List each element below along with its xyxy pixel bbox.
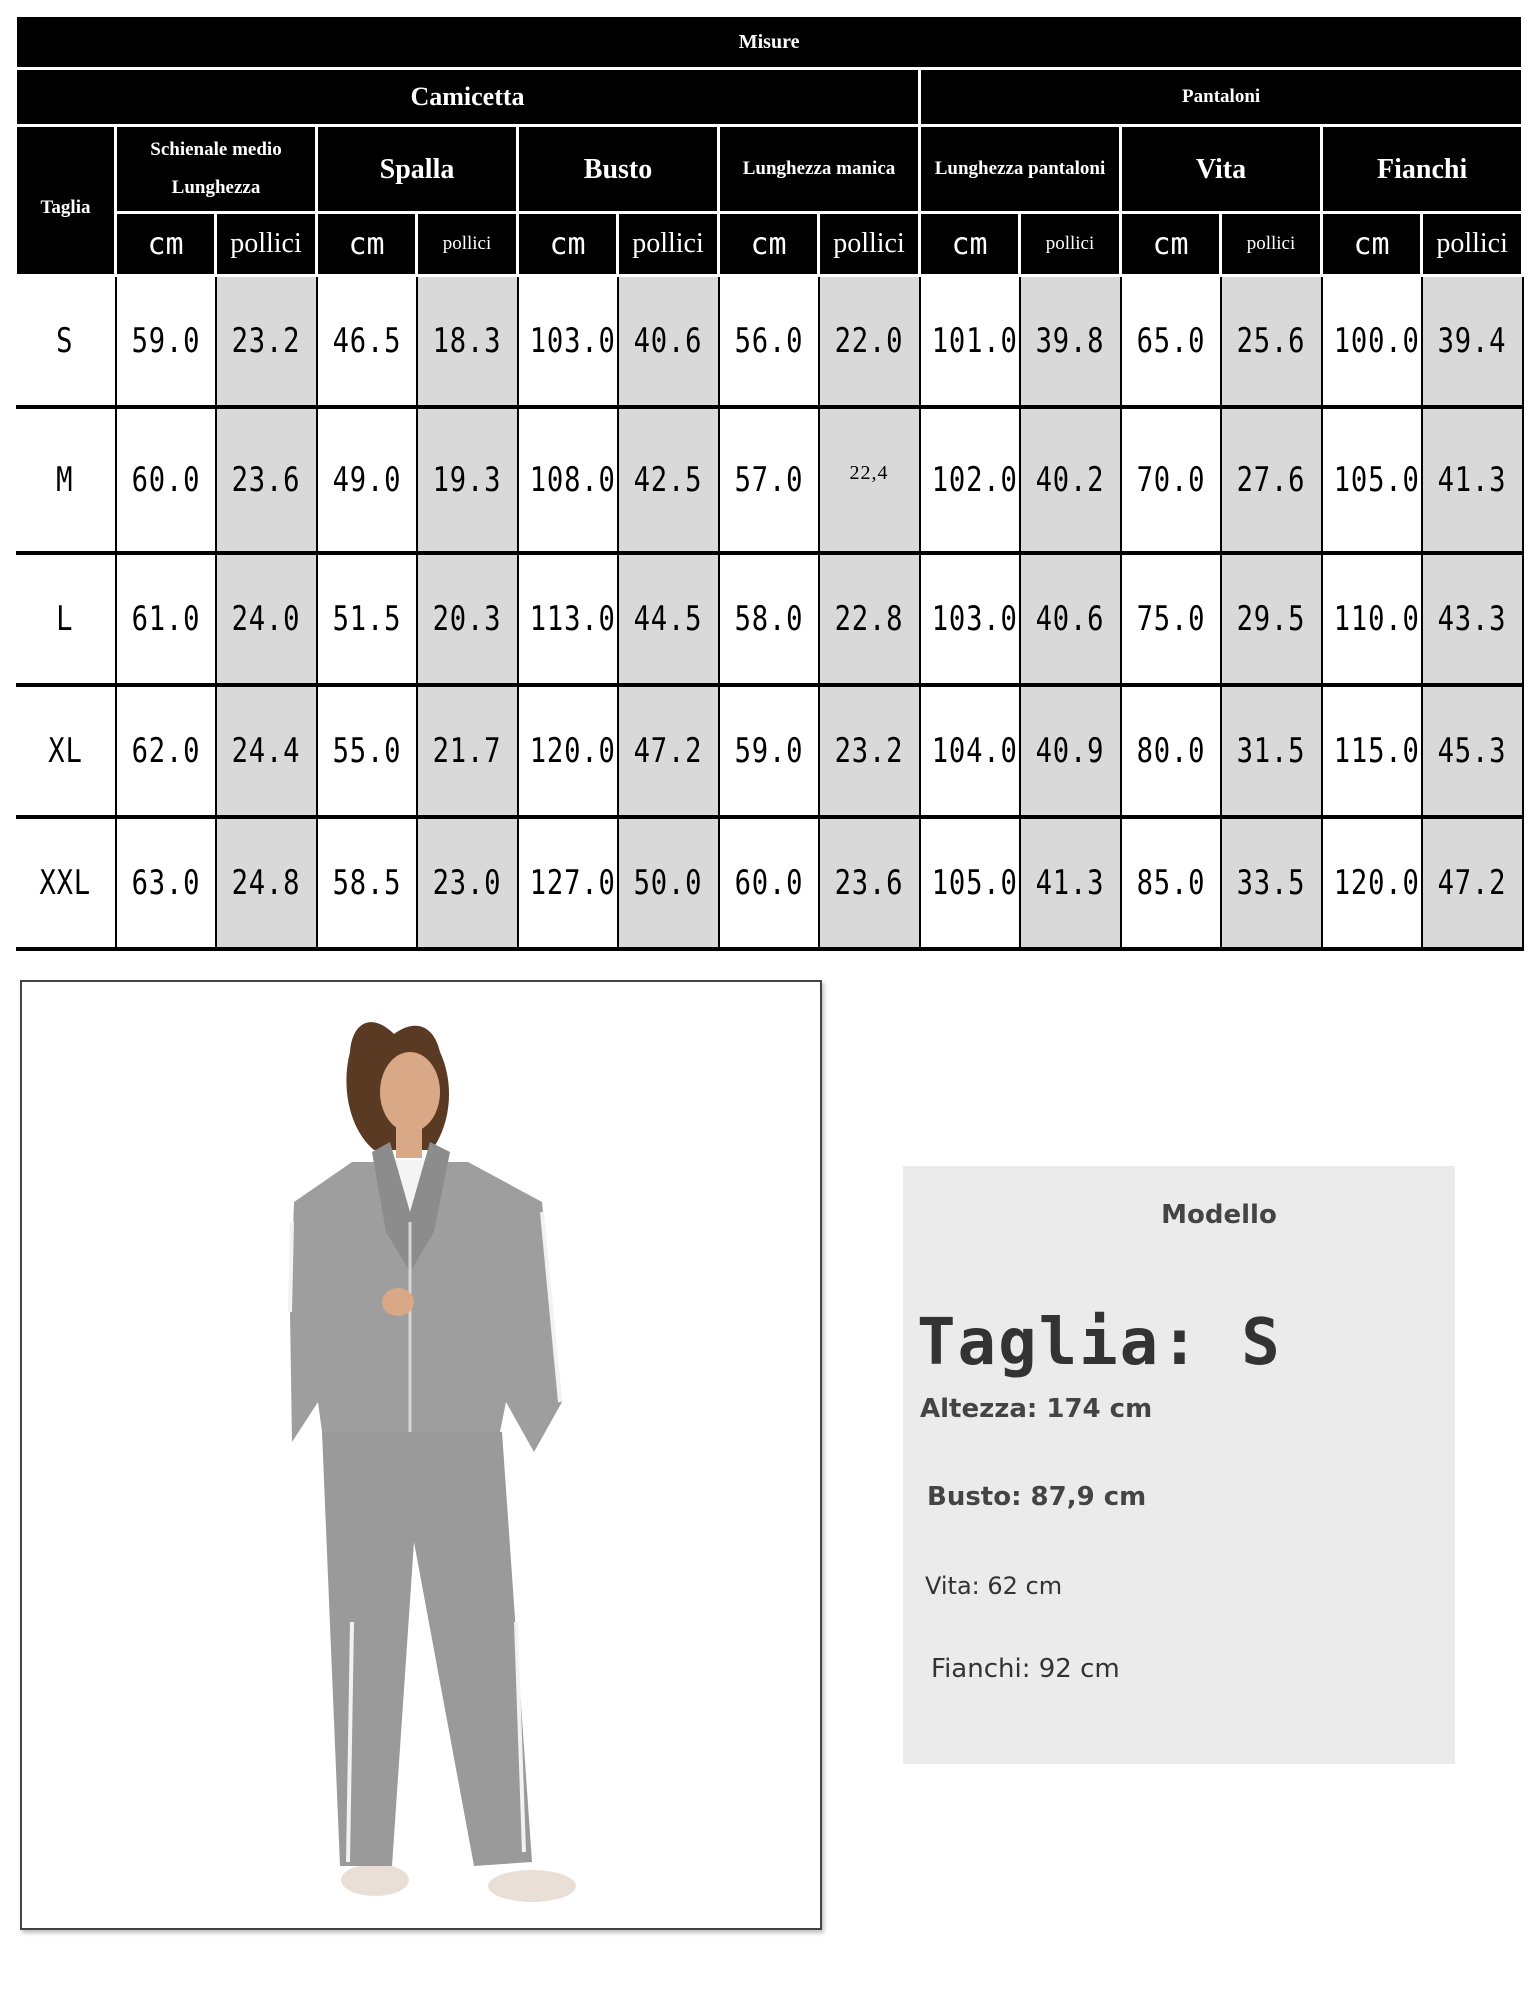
unit-inch: pollici — [618, 213, 719, 276]
value-cell-inch — [618, 276, 719, 408]
value-cell-cm — [719, 817, 819, 949]
unit-cm: cm — [1121, 213, 1221, 276]
value-cell-inch — [417, 817, 518, 949]
value-cell-cm — [920, 685, 1020, 817]
value-cell-cm — [719, 276, 819, 408]
unit-cm: cm — [719, 213, 819, 276]
measure-value: 21.7 — [432, 731, 502, 771]
value-cell-cm — [719, 407, 819, 553]
measure-value: 108.0 — [529, 460, 616, 500]
measure-value: 103.0 — [931, 599, 1018, 639]
value-cell-inch — [618, 553, 719, 685]
measure-value: 39.4 — [1437, 321, 1507, 361]
measure-value: 56.0 — [734, 321, 803, 361]
unit-inch: pollici — [216, 213, 317, 276]
value-cell-cm — [1121, 276, 1221, 408]
value-cell-cm — [116, 407, 216, 553]
measure-value: 58.0 — [734, 599, 803, 639]
measure-header-bust: Busto — [518, 126, 719, 213]
measure-value: 50.0 — [633, 863, 703, 903]
measure-value: 105.0 — [1333, 460, 1420, 500]
size-column-header: Taglia — [16, 126, 116, 276]
measure-value: 41.3 — [1437, 460, 1507, 500]
model-info-card — [903, 1166, 1455, 1764]
value-cell-inch — [618, 407, 719, 553]
measure-value: 102.0 — [931, 460, 1018, 500]
model-height: Altezza: 174 cm — [920, 1394, 1153, 1424]
measure-header-back-length — [116, 126, 317, 213]
unit-cm: cm — [1322, 213, 1422, 276]
measure-value: 49.0 — [332, 460, 401, 500]
measure-header-waist: Vita — [1121, 126, 1322, 213]
value-cell-cm — [1322, 817, 1422, 949]
value-cell-inch — [618, 817, 719, 949]
value-cell-inch — [216, 407, 317, 553]
measure-value: 29.5 — [1236, 599, 1306, 639]
measure-value: 62.0 — [131, 731, 200, 771]
measure-header-sleeve: Lunghezza manica — [719, 126, 920, 213]
value-cell-cm — [1121, 817, 1221, 949]
value-cell-cm — [518, 685, 618, 817]
measure-value: 20.3 — [432, 599, 502, 639]
value-cell-cm — [920, 553, 1020, 685]
measure-value: 85.0 — [1136, 863, 1205, 903]
measure-value: 105.0 — [931, 863, 1018, 903]
size-label: S — [56, 321, 74, 361]
value-cell-inch — [1020, 407, 1121, 553]
value-cell-inch — [417, 407, 518, 553]
value-cell-inch — [1020, 553, 1121, 685]
measure-value: 70.0 — [1136, 460, 1205, 500]
measure-value: 33.5 — [1236, 863, 1306, 903]
measure-value: 27.6 — [1236, 460, 1306, 500]
measure-value: 45.3 — [1437, 731, 1507, 771]
size-cell — [16, 276, 116, 408]
measure-value: 22.0 — [834, 321, 904, 361]
table-row — [16, 685, 1523, 817]
measure-value: 58.5 — [332, 863, 401, 903]
unit-cm: cm — [920, 213, 1020, 276]
value-cell-inch — [216, 817, 317, 949]
value-cell-inch — [1422, 553, 1523, 685]
size-cell — [16, 817, 116, 949]
value-cell-inch — [1020, 276, 1121, 408]
measure-value: 22.8 — [834, 599, 904, 639]
measure-value: 65.0 — [1136, 321, 1205, 361]
model-title: Modello — [1161, 1200, 1277, 1230]
back-length-line1: Schienale medio — [150, 139, 282, 161]
value-cell-inch — [216, 685, 317, 817]
measure-value: 115.0 — [1333, 731, 1420, 771]
measure-value: 47.2 — [633, 731, 703, 771]
unit-cm: cm — [317, 213, 417, 276]
value-cell-cm — [1322, 685, 1422, 817]
unit-inch: pollici — [1422, 213, 1523, 276]
value-cell-inch — [417, 553, 518, 685]
value-cell-inch — [1020, 685, 1121, 817]
model-size: Taglia: S — [917, 1306, 1282, 1380]
measure-value: 60.0 — [131, 460, 200, 500]
measure-value: 24.4 — [231, 731, 301, 771]
value-cell-cm — [518, 817, 618, 949]
measure-value: 113.0 — [529, 599, 616, 639]
table-row — [16, 407, 1523, 553]
measure-value: 25.6 — [1236, 321, 1306, 361]
group-header-top: Camicetta — [16, 69, 920, 126]
measure-value: 103.0 — [529, 321, 616, 361]
value-cell-inch — [216, 276, 317, 408]
size-cell — [16, 685, 116, 817]
value-cell-inch — [1221, 817, 1322, 949]
measure-header-pants-length: Lunghezza pantaloni — [920, 126, 1121, 213]
value-cell-inch — [1422, 407, 1523, 553]
unit-row — [16, 213, 1523, 276]
size-cell — [16, 407, 116, 553]
size-label: M — [56, 460, 74, 500]
unit-cm: cm — [116, 213, 216, 276]
model-illustration — [22, 982, 820, 1928]
measure-value: 41.3 — [1035, 863, 1105, 903]
measure-header-hips: Fianchi — [1322, 126, 1523, 213]
value-cell-cm — [719, 685, 819, 817]
table-row — [16, 553, 1523, 685]
value-cell-inch — [819, 685, 920, 817]
value-cell-cm — [920, 817, 1020, 949]
value-cell-inch — [1221, 685, 1322, 817]
measure-header-shoulder: Spalla — [317, 126, 518, 213]
value-cell-cm — [518, 553, 618, 685]
model-hips: Fianchi: 92 cm — [931, 1654, 1120, 1684]
measure-value: 31.5 — [1236, 731, 1306, 771]
back-length-line2: Lunghezza — [171, 177, 261, 198]
value-cell-cm — [317, 817, 417, 949]
value-cell-cm — [116, 553, 216, 685]
value-cell-inch — [618, 685, 719, 817]
measure-value: 57.0 — [734, 460, 803, 500]
group-header-bottom: Pantaloni — [920, 69, 1523, 126]
value-cell-inch — [1221, 553, 1322, 685]
value-cell-cm — [1322, 553, 1422, 685]
value-cell-inch — [216, 553, 317, 685]
value-cell-inch — [417, 276, 518, 408]
size-label: XL — [47, 731, 83, 771]
value-cell-inch — [819, 817, 920, 949]
measure-value: 120.0 — [1333, 863, 1420, 903]
measure-value: 110.0 — [1333, 599, 1420, 639]
unit-inch: pollici — [417, 213, 518, 276]
value-cell-cm — [116, 685, 216, 817]
measure-value: 40.6 — [633, 321, 703, 361]
value-cell-cm — [719, 553, 819, 685]
value-cell-cm — [518, 276, 618, 408]
value-cell-cm — [116, 276, 216, 408]
value-cell-cm — [920, 407, 1020, 553]
measure-value: 19.3 — [432, 460, 502, 500]
measure-value: 75.0 — [1136, 599, 1205, 639]
value-cell-cm — [317, 276, 417, 408]
measure-value: 120.0 — [529, 731, 616, 771]
measure-value: 18.3 — [432, 321, 502, 361]
measure-value: 80.0 — [1136, 731, 1205, 771]
measure-value: 63.0 — [131, 863, 200, 903]
model-waist: Vita: 62 cm — [925, 1572, 1063, 1600]
table-row — [16, 817, 1523, 949]
value-cell-inch — [1221, 407, 1322, 553]
value-cell-cm — [1121, 407, 1221, 553]
model-bust: Busto: 87,9 cm — [927, 1482, 1147, 1512]
value-cell-cm — [518, 407, 618, 553]
value-cell-inch — [1020, 817, 1121, 949]
size-label: XXL — [39, 863, 91, 903]
measure-value: 59.0 — [734, 731, 803, 771]
measure-value: 60.0 — [734, 863, 803, 903]
measure-value: 42.5 — [633, 460, 703, 500]
value-cell-cm — [317, 553, 417, 685]
value-cell-inch — [1422, 817, 1523, 949]
unit-inch: pollici — [1221, 213, 1322, 276]
size-label: L — [56, 599, 74, 639]
unit-cm: cm — [518, 213, 618, 276]
measure-value: 23.6 — [834, 863, 904, 903]
measure-value: 39.8 — [1035, 321, 1105, 361]
value-cell-inch — [1221, 276, 1322, 408]
measure-value: 23.2 — [834, 731, 904, 771]
measure-value: 22,4 — [849, 461, 889, 484]
measure-value: 24.0 — [231, 599, 301, 639]
value-cell-cm — [1322, 407, 1422, 553]
measure-value: 55.0 — [332, 731, 401, 771]
measure-value: 61.0 — [131, 599, 200, 639]
measure-value: 100.0 — [1333, 321, 1420, 361]
measure-value: 40.9 — [1035, 731, 1105, 771]
value-cell-inch — [1422, 685, 1523, 817]
size-cell — [16, 553, 116, 685]
value-cell-cm — [1322, 276, 1422, 408]
value-cell-cm — [317, 407, 417, 553]
measure-value: 24.8 — [231, 863, 301, 903]
value-cell-inch — [819, 407, 920, 553]
value-cell-cm — [920, 276, 1020, 408]
value-cell-cm — [1121, 553, 1221, 685]
measure-value: 23.6 — [231, 460, 301, 500]
value-cell-inch — [819, 276, 920, 408]
measure-value: 46.5 — [332, 321, 401, 361]
model-photo — [20, 980, 822, 1930]
value-cell-inch — [1422, 276, 1523, 408]
measure-value: 44.5 — [633, 599, 703, 639]
unit-inch: pollici — [819, 213, 920, 276]
value-cell-cm — [317, 685, 417, 817]
measure-value: 59.0 — [131, 321, 200, 361]
measure-value: 23.2 — [231, 321, 301, 361]
measure-value: 47.2 — [1437, 863, 1507, 903]
table-row — [16, 276, 1523, 408]
measure-value: 40.6 — [1035, 599, 1105, 639]
value-cell-inch — [417, 685, 518, 817]
table-title: Misure — [16, 16, 1523, 69]
measure-value: 101.0 — [931, 321, 1018, 361]
size-chart-table — [14, 14, 1524, 951]
measure-value: 23.0 — [432, 863, 502, 903]
value-cell-cm — [116, 817, 216, 949]
measure-value: 104.0 — [931, 731, 1018, 771]
unit-inch: pollici — [1020, 213, 1121, 276]
size-rows — [16, 276, 1523, 950]
value-cell-cm — [1121, 685, 1221, 817]
measure-value: 43.3 — [1437, 599, 1507, 639]
value-cell-inch — [819, 553, 920, 685]
measure-value: 127.0 — [529, 863, 616, 903]
measure-value: 51.5 — [332, 599, 401, 639]
measure-value: 40.2 — [1035, 460, 1105, 500]
